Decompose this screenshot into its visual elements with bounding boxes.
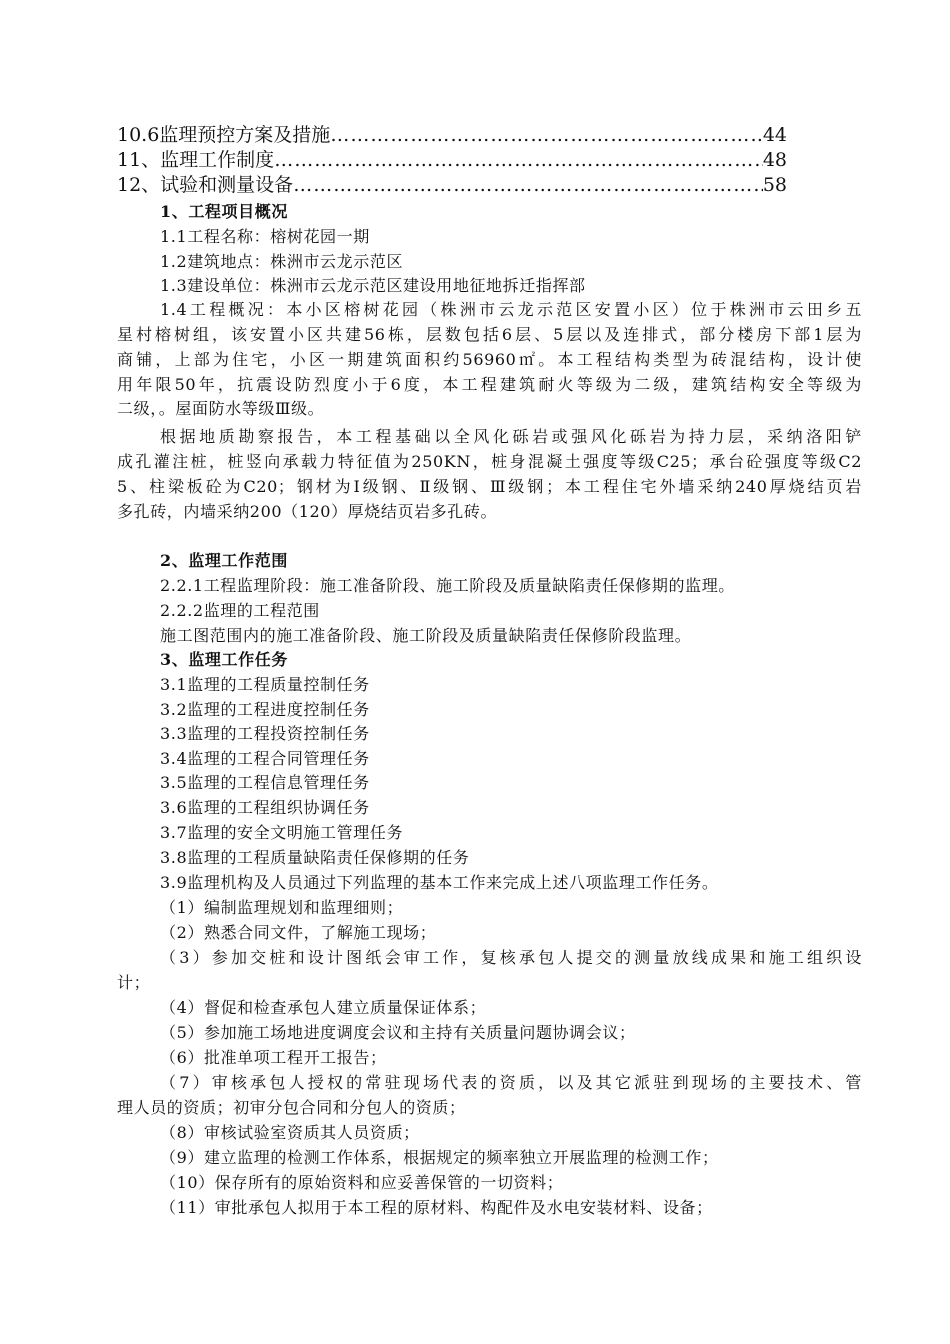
section-heading: 3、监理工作任务 xyxy=(160,650,288,669)
geology-line: 5、柱梁板砼为C20；钢材为Ⅰ级钢、Ⅱ级钢、Ⅲ级钢；本工程住宅外墙采纳240厚烧结页岩 xyxy=(117,477,862,496)
overview-line: 二级，。屋面防水等级Ⅲ级。 xyxy=(117,399,325,418)
toc-page: 58 xyxy=(762,174,787,196)
project-name: 1.1工程名称：榕树花园一期 xyxy=(160,227,370,246)
toc-leader xyxy=(274,147,763,173)
toc-title: 11、监理工作制度 xyxy=(117,149,275,171)
overview-line: 1.4工程概况：本小区榕树花园（株洲市云龙示范区安置小区）位于株洲市云田乡五 xyxy=(160,300,862,319)
scope-text: 施工图范围内的施工准备阶段、施工阶段及质量缺陷责任保修阶段监理。 xyxy=(160,626,692,645)
section-heading: 2、监理工作范围 xyxy=(160,551,288,570)
task-item: 3.3监理的工程投资控制任务 xyxy=(160,724,370,743)
overview-line: 用年限50年，抗震设防烈度小于6度，本工程建筑耐火等级为二级，建筑结构安全等级为 xyxy=(117,375,862,394)
work-item: （11）审批承包人拟用于本工程的原材料、构配件及水电安装材料、设备； xyxy=(160,1198,713,1217)
supervision-stage: 2.2.1工程监理阶段：施工准备阶段、施工阶段及质量缺陷责任保修期的监理。 xyxy=(160,576,735,595)
scope-title: 2.2.2监理的工程范围 xyxy=(160,601,320,620)
task-item: 3.8监理的工程质量缺陷责任保修期的任务 xyxy=(160,848,470,867)
work-item-continued: 理人员的资质；初审分包合同和分包人的资质； xyxy=(117,1098,466,1117)
section-heading: 1、工程项目概况 xyxy=(160,202,288,221)
work-item: （1）编制监理规划和监理细则； xyxy=(160,898,404,917)
toc-entry xyxy=(117,147,787,173)
toc-page: 48 xyxy=(762,149,787,171)
geology-line: 成孔灌注桩，桩竖向承载力特征值为250KN，桩身混凝土强度等级C25；承台砼强度等级C2 xyxy=(117,452,862,471)
toc-page: 44 xyxy=(762,124,787,146)
work-item: （6）批准单项工程开工报告； xyxy=(160,1048,387,1067)
work-item: （7）审核承包人授权的常驻现场代表的资质，以及其它派驻到现场的主要技术、管 xyxy=(160,1073,862,1092)
task-item: 3.2监理的工程进度控制任务 xyxy=(160,700,370,719)
task-item: 3.5监理的工程信息管理任务 xyxy=(160,773,370,792)
task-item: 3.6监理的工程组织协调任务 xyxy=(160,798,370,817)
task-item: 3.1监理的工程质量控制任务 xyxy=(160,675,370,694)
work-item: （2）熟悉合同文件，了解施工现场； xyxy=(160,923,437,942)
work-item-continued: 计； xyxy=(117,973,151,992)
work-item: （3）参加交桩和设计图纸会审工作，复核承包人提交的测量放线成果和施工组织设 xyxy=(160,948,862,967)
toc-title: 12、试验和测量设备 xyxy=(117,174,294,196)
toc-leader xyxy=(330,122,763,148)
geology-line: 根据地质勘察报告，本工程基础以全风化砾岩或强风化砾岩为持力层，采纳洛阳铲 xyxy=(160,427,862,446)
geology-line: 多孔砖，内墙采纳200（120）厚烧结页岩多孔砖。 xyxy=(117,502,498,521)
work-item: （4）督促和检查承包人建立质量保证体系； xyxy=(160,998,487,1017)
toc-entry xyxy=(117,122,787,148)
toc-title: 10.6监理预控方案及措施 xyxy=(117,124,331,146)
project-owner: 1.3建设单位：株洲市云龙示范区建设用地征地拆迁指挥部 xyxy=(160,276,586,295)
work-item: （9）建立监理的检测工作体系，根据规定的频率独立开展监理的检测工作； xyxy=(160,1148,719,1167)
toc-leader xyxy=(293,172,763,198)
work-item: （10）保存所有的原始资料和应妥善保管的一切资料； xyxy=(160,1173,564,1192)
task-item: 3.4监理的工程合同管理任务 xyxy=(160,749,370,768)
task-item: 3.7监理的安全文明施工管理任务 xyxy=(160,823,404,842)
task-item: 3.9监理机构及人员通过下列监理的基本工作来完成上述八项监理工作任务。 xyxy=(160,873,719,892)
overview-line: 星村榕树组，该安置小区共建56栋，层数包括6层、5层以及连排式，部分楼房下部1层为 xyxy=(117,325,862,344)
overview-line: 商铺，上部为住宅，小区一期建筑面积约56960㎡。本工程结构类型为砖混结构，设计使 xyxy=(117,350,862,369)
work-item: （5）参加施工场地进度调度会议和主持有关质量问题协调会议； xyxy=(160,1023,636,1042)
work-item: （8）审核试验室资质其人员资质； xyxy=(160,1123,420,1142)
project-location: 1.2建筑地点：株洲市云龙示范区 xyxy=(160,252,404,271)
toc-entry xyxy=(117,172,787,198)
